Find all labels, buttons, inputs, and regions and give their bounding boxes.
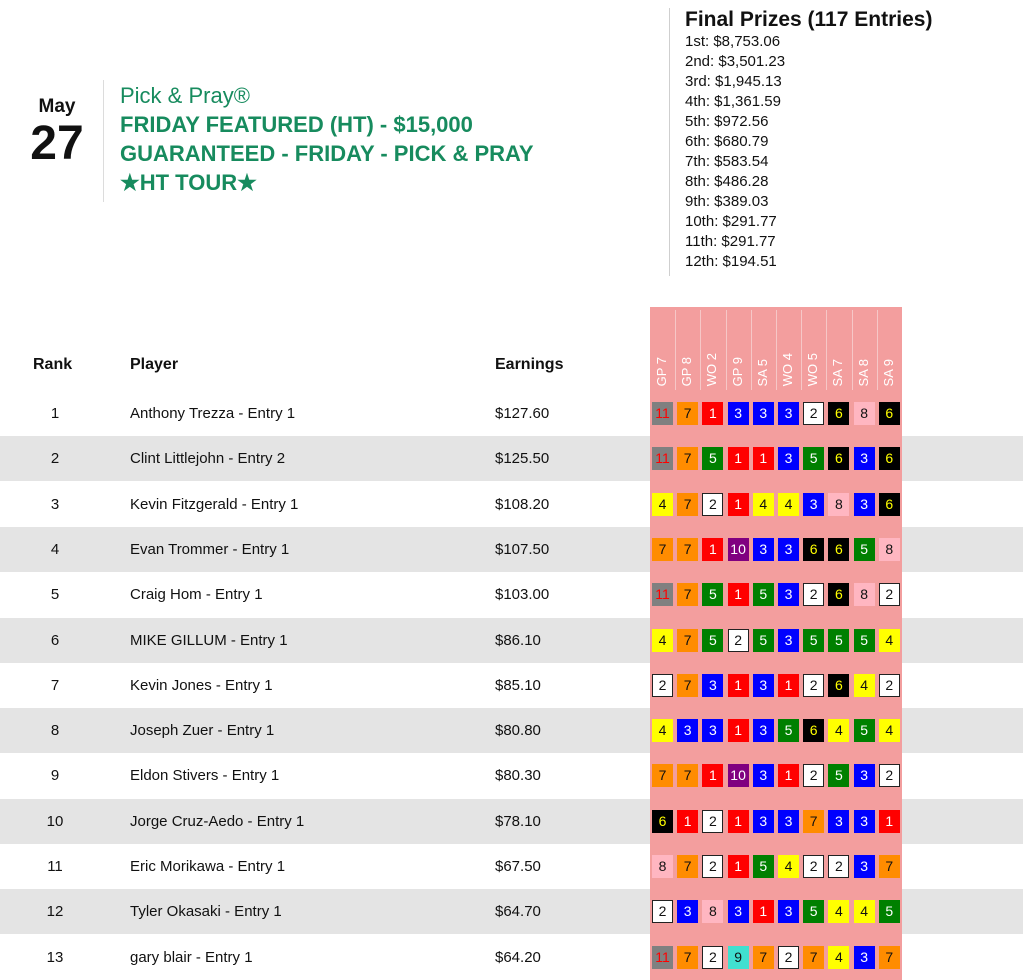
pick-badge: 1 (728, 674, 749, 697)
prizes-title: Final Prizes (117 Entries) (685, 8, 933, 31)
table-row[interactable] (0, 663, 1023, 708)
pick-badge: 3 (778, 583, 799, 606)
prize-item: 7th: $583.54 (685, 153, 769, 170)
pick-badge: 1 (753, 900, 774, 923)
event-title-line-1: FRIDAY FEATURED (HT) - $15,000 (120, 112, 473, 137)
pick-badge: 6 (828, 447, 849, 470)
pick-badge: 3 (854, 764, 875, 787)
pick-badge: 4 (652, 493, 673, 516)
pick-badge: 2 (879, 764, 900, 787)
player-name: Kevin Fitzgerald - Entry 1 (130, 495, 299, 513)
table-row[interactable] (0, 391, 1023, 436)
pick-badge: 7 (677, 583, 698, 606)
race-header (877, 310, 902, 390)
race-header-label: WO 2 (704, 352, 720, 386)
pick-badge: 9 (728, 946, 749, 969)
earnings-cell: $80.80 (495, 722, 541, 740)
rank-cell: 9 (50, 767, 60, 785)
pick-badge: 1 (702, 764, 723, 787)
pick-badge: 4 (753, 493, 774, 516)
pick-badge: 6 (828, 674, 849, 697)
pick-badge: 5 (702, 583, 723, 606)
pick-badge: 6 (828, 583, 849, 606)
pick-badge: 5 (702, 447, 723, 470)
pick-badge: 5 (854, 538, 875, 561)
pick-badge: 4 (854, 674, 875, 697)
prize-item: 6th: $680.79 (685, 133, 769, 150)
race-header-label: GP 9 (729, 356, 745, 386)
pick-badge: 1 (778, 764, 799, 787)
pick-badge: 7 (803, 946, 824, 969)
earnings-header[interactable]: Earnings (495, 356, 564, 373)
title-divider (103, 80, 104, 202)
pick-badge: 2 (803, 764, 824, 787)
picks-strip (650, 889, 902, 934)
player-name: gary blair - Entry 1 (130, 948, 253, 966)
pick-badge: 3 (753, 719, 774, 742)
race-header (751, 310, 776, 390)
pick-badge: 3 (702, 674, 723, 697)
prize-item: 11th: $291.77 (685, 233, 776, 250)
pick-badge: 8 (854, 583, 875, 606)
race-header-label: GP 7 (654, 356, 669, 386)
player-name: Eric Morikawa - Entry 1 (130, 858, 286, 875)
pick-badge: 4 (828, 900, 849, 923)
pick-badge: 7 (652, 538, 673, 561)
table-row[interactable] (0, 753, 1023, 798)
pick-badge: 8 (702, 900, 723, 923)
prize-item: 9th: $389.03 (685, 193, 769, 210)
pick-badge: 5 (803, 900, 824, 923)
pick-badge: 3 (728, 402, 749, 425)
pick-badge: 1 (728, 447, 749, 470)
player-name: Anthony Trezza - Entry 1 (130, 405, 296, 422)
race-separator (776, 310, 777, 390)
rank-cell: 10 (46, 812, 64, 830)
race-header (700, 310, 725, 390)
race-header-label: SA 7 (830, 358, 846, 386)
race-header-label: GP 8 (679, 356, 695, 386)
table-row[interactable] (0, 618, 1023, 663)
rank-cell: 4 (50, 540, 60, 558)
pick-badge: 5 (828, 764, 849, 787)
earnings-cell: $85.10 (495, 676, 541, 694)
prize-item: 5th: $972.56 (685, 113, 769, 130)
pick-badge: 5 (854, 629, 875, 652)
pick-badge: 8 (652, 855, 673, 878)
pick-badge: 8 (854, 402, 875, 425)
pick-badge: 7 (803, 810, 824, 833)
rank-cell: 6 (50, 631, 60, 649)
pick-badge: 5 (778, 719, 799, 742)
pick-badge: 10 (728, 538, 749, 561)
pick-badge: 5 (879, 900, 900, 923)
pick-badge: 7 (677, 764, 698, 787)
picks-strip (650, 482, 902, 527)
pick-badge: 5 (828, 629, 849, 652)
pick-badge: 7 (677, 855, 698, 878)
pick-badge: 1 (702, 402, 723, 425)
earnings-cell: $64.20 (495, 948, 541, 966)
picks-strip (650, 753, 902, 798)
race-header (675, 310, 700, 390)
pick-badge: 7 (677, 493, 698, 516)
rank-cell: 11 (47, 858, 63, 875)
player-name: MIKE GILLUM - Entry 1 (130, 631, 288, 649)
race-separator (675, 310, 676, 390)
event-month: May (38, 96, 76, 117)
player-header[interactable]: Player (130, 356, 179, 373)
race-header (726, 310, 751, 390)
player-name: Craig Hom - Entry 1 (130, 586, 263, 604)
table-row[interactable] (0, 799, 1023, 844)
earnings-cell: $86.10 (495, 631, 541, 649)
pick-badge: 3 (854, 855, 875, 878)
picks-strip (650, 436, 902, 481)
pick-badge: 7 (879, 855, 900, 878)
pick-badge: 3 (753, 538, 774, 561)
pick-badge: 5 (854, 719, 875, 742)
earnings-cell: $108.20 (495, 495, 550, 513)
pick-badge: 4 (854, 900, 875, 923)
race-header (650, 310, 675, 390)
pick-badge: 3 (778, 447, 799, 470)
race-header (852, 310, 877, 390)
rank-cell: 13 (46, 948, 64, 966)
player-name: Tyler Okasaki - Entry 1 (130, 903, 282, 921)
earnings-cell: $80.30 (495, 767, 541, 785)
pick-badge: 7 (879, 946, 900, 969)
race-separator (877, 310, 878, 390)
picks-strip (650, 799, 902, 844)
pick-badge: 3 (702, 719, 723, 742)
race-header-label: WO 4 (780, 352, 795, 386)
event-day: 27 (30, 117, 84, 170)
pick-badge: 7 (677, 402, 698, 425)
earnings-cell: $64.70 (495, 903, 541, 921)
pick-badge: 7 (753, 946, 774, 969)
pick-badge: 3 (854, 810, 875, 833)
prize-item: 4th: $1,361.59 (685, 93, 781, 110)
pick-badge: 6 (879, 493, 900, 516)
pick-badge: 6 (879, 402, 900, 425)
race-header-label: SA 5 (754, 358, 770, 386)
rank-cell: 7 (50, 676, 60, 694)
table-row[interactable] (0, 527, 1023, 572)
pick-badge: 2 (879, 674, 900, 697)
race-header-label: SA 8 (855, 358, 871, 386)
pick-badge: 11 (652, 946, 673, 969)
player-name: Kevin Jones - Entry 1 (130, 676, 273, 694)
pick-badge: 10 (728, 764, 749, 787)
pick-badge: 4 (828, 719, 849, 742)
pick-badge: 5 (803, 629, 824, 652)
pick-badge: 2 (702, 855, 723, 878)
pick-badge: 2 (652, 900, 673, 923)
player-name: Jorge Cruz-Aedo - Entry 1 (130, 812, 305, 830)
earnings-cell: $103.00 (495, 586, 550, 604)
pick-badge: 1 (728, 810, 749, 833)
picks-strip (650, 527, 902, 572)
pick-badge: 4 (652, 719, 673, 742)
pick-badge: 4 (778, 855, 799, 878)
pick-badge: 3 (677, 719, 698, 742)
pick-badge: 7 (677, 629, 698, 652)
pick-badge: 1 (728, 719, 749, 742)
race-separator (751, 310, 752, 390)
prize-item: 8th: $486.28 (685, 173, 769, 190)
pick-badge: 3 (728, 900, 749, 923)
pick-badge: 2 (778, 946, 799, 969)
pick-badge: 7 (677, 946, 698, 969)
pick-badge: 2 (803, 855, 824, 878)
table-row[interactable] (0, 844, 1023, 889)
pick-badge: 6 (803, 538, 824, 561)
pick-badge: 4 (879, 719, 900, 742)
race-header-label: WO 5 (805, 352, 821, 386)
pick-badge: 7 (652, 764, 673, 787)
event-title (120, 82, 534, 197)
race-separator (801, 310, 802, 390)
player-name: Eldon Stivers - Entry 1 (130, 767, 280, 785)
pick-badge: 3 (778, 629, 799, 652)
picks-strip (650, 391, 902, 436)
event-date (24, 96, 90, 168)
rank-header[interactable]: Rank (33, 356, 73, 373)
prize-item: 1st: $8,753.06 (685, 33, 781, 50)
race-header (776, 310, 801, 390)
pick-badge: 7 (677, 447, 698, 470)
race-separator (700, 310, 701, 390)
earnings-cell: $67.50 (495, 858, 541, 875)
pick-badge: 6 (879, 447, 900, 470)
picks-strip (650, 935, 902, 980)
table-row[interactable] (0, 889, 1023, 934)
prize-item: 3rd: $1,945.13 (685, 73, 782, 90)
rank-cell: 8 (50, 722, 60, 740)
pick-badge: 7 (677, 538, 698, 561)
pick-badge: 3 (753, 810, 774, 833)
pick-badge: 2 (728, 629, 749, 652)
pick-badge: 4 (778, 493, 799, 516)
event-title-line-2: GUARANTEED - FRIDAY - PICK & PRAY (120, 141, 534, 166)
pick-badge: 5 (803, 447, 824, 470)
pick-badge: 3 (854, 493, 875, 516)
pick-badge: 11 (652, 583, 673, 606)
pick-badge: 2 (803, 402, 824, 425)
pick-badge: 1 (677, 810, 698, 833)
pick-badge: 1 (728, 493, 749, 516)
pick-badge: 5 (753, 855, 774, 878)
player-name: Evan Trommer - Entry 1 (130, 540, 290, 558)
table-row[interactable] (0, 708, 1023, 753)
pick-badge: 2 (803, 583, 824, 606)
pick-badge: 5 (702, 629, 723, 652)
pick-badge: 2 (879, 583, 900, 606)
earnings-cell: $125.50 (495, 450, 550, 468)
picks-strip (650, 663, 902, 708)
earnings-cell: $107.50 (495, 540, 550, 558)
final-prizes (685, 8, 932, 272)
earnings-cell: $127.60 (495, 405, 550, 422)
pick-badge: 3 (677, 900, 698, 923)
rank-cell: 1 (50, 405, 60, 422)
table-row[interactable] (0, 436, 1023, 481)
pick-badge: 4 (652, 629, 673, 652)
player-name: Joseph Zuer - Entry 1 (130, 722, 275, 740)
pick-badge: 3 (803, 493, 824, 516)
table-row[interactable] (0, 482, 1023, 527)
event-brand: Pick & Pray® (120, 83, 250, 108)
prize-item: 12th: $194.51 (685, 253, 777, 270)
pick-badge: 7 (677, 674, 698, 697)
pick-badge: 11 (652, 402, 673, 425)
race-header (801, 310, 826, 390)
pick-badge: 1 (728, 583, 749, 606)
pick-badge: 3 (778, 402, 799, 425)
rank-cell: 5 (50, 586, 60, 604)
pick-badge: 3 (753, 402, 774, 425)
rank-cell: 3 (50, 495, 60, 513)
picks-strip (650, 844, 902, 889)
prize-item: 2nd: $3,501.23 (685, 53, 786, 70)
table-row[interactable] (0, 572, 1023, 617)
earnings-cell: $78.10 (495, 812, 541, 830)
pick-badge: 6 (828, 402, 849, 425)
player-name: Clint Littlejohn - Entry 2 (130, 450, 286, 468)
pick-badge: 1 (879, 810, 900, 833)
race-separator (852, 310, 853, 390)
pick-badge: 2 (828, 855, 849, 878)
pick-badge: 6 (828, 538, 849, 561)
pick-badge: 1 (753, 447, 774, 470)
pick-badge: 4 (879, 629, 900, 652)
prize-list (685, 32, 932, 272)
pick-badge: 5 (753, 629, 774, 652)
pick-badge: 2 (803, 674, 824, 697)
pick-badge: 3 (778, 538, 799, 561)
pick-badge: 6 (803, 719, 824, 742)
pick-badge: 2 (652, 674, 673, 697)
race-separator (726, 310, 727, 390)
pick-badge: 4 (828, 946, 849, 969)
pick-badge: 3 (828, 810, 849, 833)
pick-badge: 2 (702, 946, 723, 969)
pick-badge: 8 (879, 538, 900, 561)
pick-badge: 3 (753, 764, 774, 787)
pick-badge: 11 (652, 447, 673, 470)
pick-badge: 2 (702, 493, 723, 516)
pick-badge: 3 (854, 946, 875, 969)
pick-badge: 3 (778, 810, 799, 833)
race-separator (826, 310, 827, 390)
pick-badge: 5 (753, 583, 774, 606)
race-header-label: SA 9 (880, 358, 896, 386)
prizes-divider (669, 8, 670, 276)
rank-cell: 12 (46, 903, 64, 921)
pick-badge: 1 (778, 674, 799, 697)
pick-badge: 8 (828, 493, 849, 516)
pick-badge: 6 (652, 810, 673, 833)
pick-badge: 1 (702, 538, 723, 561)
picks-strip (650, 618, 902, 663)
rank-cell: 2 (50, 450, 60, 468)
event-title-line-3: ★HT TOUR★ (120, 170, 257, 195)
pick-badge: 3 (778, 900, 799, 923)
pick-badge: 1 (728, 855, 749, 878)
pick-badge: 2 (702, 810, 723, 833)
pick-badge: 3 (753, 674, 774, 697)
picks-strip (650, 708, 902, 753)
picks-strip (650, 572, 902, 617)
prize-item: 10th: $291.77 (685, 213, 777, 230)
pick-badge: 3 (854, 447, 875, 470)
table-row[interactable] (0, 935, 1023, 980)
race-header (826, 310, 851, 390)
